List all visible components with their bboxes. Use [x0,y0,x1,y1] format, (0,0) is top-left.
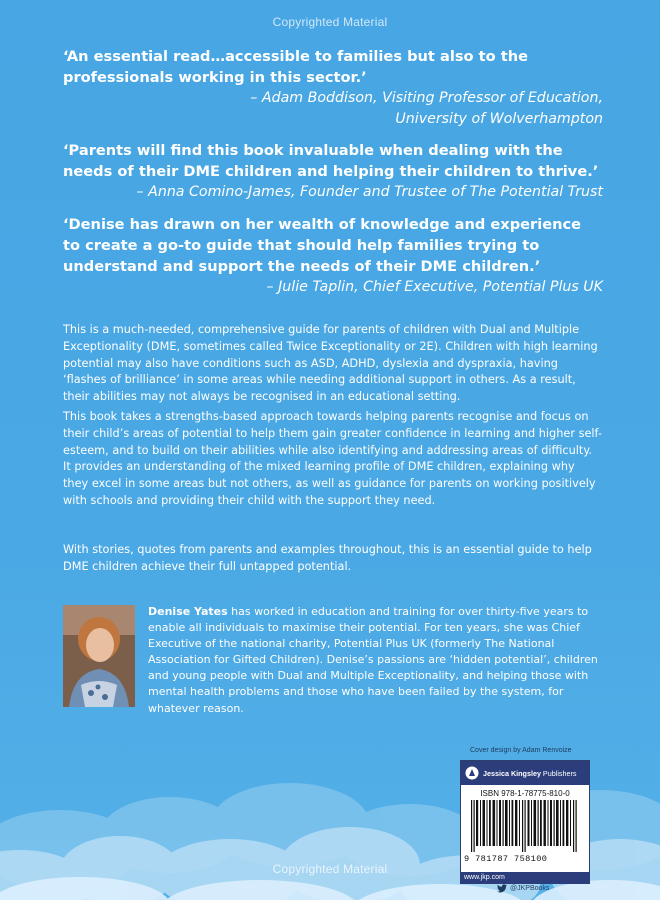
description-text: With stories, quotes from parents and examples throughout, this is an essential guide to help DME children achieve their full untapped potential. [63,543,592,573]
publisher-header [461,761,589,785]
isbn: ISBN 978-1-78775-810-0 [480,789,570,798]
quote-attribution: – Adam Boddison, Visiting Professor of Education, [250,90,603,106]
twitter-handle-text: @JKPBooks [510,885,550,892]
jkp-logo-icon [465,766,479,780]
quote-text: ‘Denise has drawn on her wealth of knowledge and experience to create a go-to guide that should help families trying to understand and support the needs of their DME children.’ [63,216,582,275]
quote-attribution: – Julie Taplin, Chief Executive, Potential Plus UK [266,279,603,295]
publisher-box [460,760,590,874]
description-text: This book takes a strengths-based approach towards helping parents recognise and focus on their child’s areas of potential to help them gain greater confidence in learning and higher self-esteem, and to build on their abilities while also identifying and addressing areas of difficulty. It provides an understanding of the mixed learning profile of DME children, explaining why they excel in some areas but not others, as well as guidance for parents on working positively with schools and providing their child with the support they need. [63,410,602,507]
twitter-icon [497,884,507,893]
description-paragraph-3 [63,542,603,576]
author-name: Denise Yates [148,605,228,618]
endorsement-quote-3 [63,214,603,298]
quote-attribution-line2: University of Wolverhampton [395,111,603,127]
barcode-number: 9 781787 758100 [464,854,548,864]
description-paragraph-2 [63,409,603,510]
watermark-top: Copyrighted Material [272,15,388,29]
publisher-url[interactable]: www.jkp.com [460,872,590,884]
endorsement-quote-2 [63,140,603,203]
description-text: This is a much-needed, comprehensive guide for parents of children with Dual and Multiple Exceptionality (DME, sometimes called Twice Exceptionality or 2E). Children with high learning potential may also have conditions such as ASD, ADHD, dyslexia and dyspraxia, having ‘flashes of brilliance’ in some areas while needing additional support in others. As a result, their abilities may not always be recognised in an educational setting. [63,323,598,404]
quote-text: ‘An essential read…accessible to families but also to the professionals working in this sector.’ [63,48,528,86]
publisher-name: Jessica Kingsley Publishers [483,768,577,778]
quote-text: ‘Parents will find this book invaluable when dealing with the needs of their DME children and helping their children to thrive.’ [63,142,599,180]
author-photo [63,605,135,707]
author-bio-text: has worked in education and training for over thirty-five years to enable all individuals to maximise their potential. For ten years, she was Chief Executive of the national charity, Potential Plus UK (formerly The National Association for Gifted Children). Denise’s passions are ‘hidden potential’, children and young people with Dual and Multiple Exceptionality, and helping those with mental health problems and those who have been failed by the system, for whatever reason. [148,605,598,715]
watermark-bottom: Copyrighted Material [272,862,388,876]
endorsement-quote-1 [63,46,603,130]
description-paragraph-1 [63,322,603,406]
quote-attribution: – Anna Comino-James, Founder and Trustee of The Potential Trust [136,184,603,200]
barcode [469,800,581,852]
cover-design-credit: Cover design by Adam Renvoize [470,747,572,754]
twitter-handle[interactable] [497,884,549,893]
